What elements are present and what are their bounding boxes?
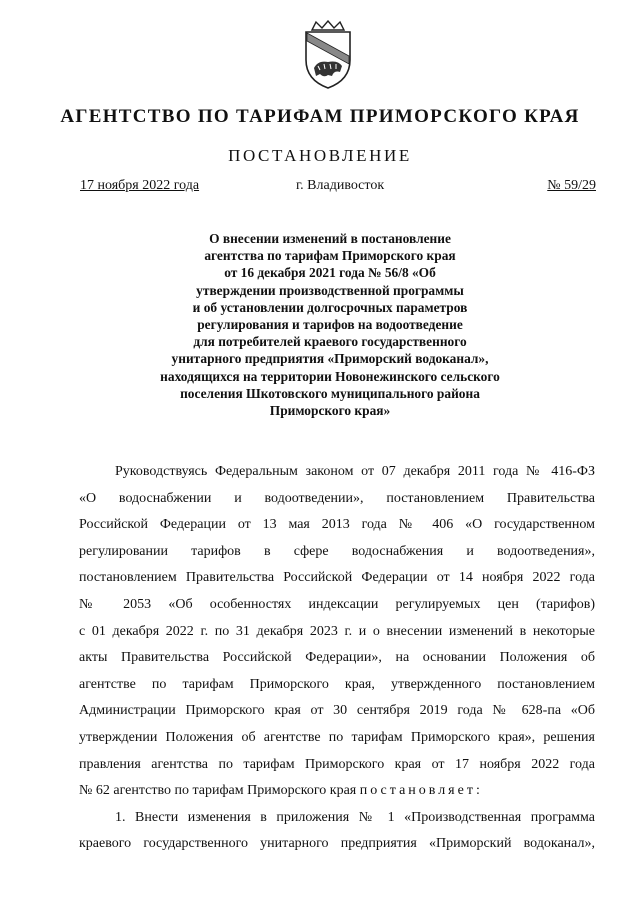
document-number: № 59/29 (547, 178, 596, 193)
resolution-word: постановляет: (359, 783, 483, 799)
body-line: регулировании тарифов в сфере водоснабжения и водоотведения», (79, 543, 595, 559)
body-line: 1. Внести изменения в приложения № 1 «Производственная программа (115, 809, 595, 825)
agency-name: АГЕНТСТВО ПО ТАРИФАМ ПРИМОРСКОГО КРАЯ (60, 106, 580, 127)
document-title (160, 230, 500, 419)
primorsky-krai-coat-of-arms-icon (298, 20, 358, 90)
title-line: для потребителей краевого государственного (193, 334, 467, 350)
document-date: 17 ноября 2022 года (80, 178, 200, 193)
body-line: с 01 декабря 2022 г. по 31 декабря 2023 г. и о внесении изменений в некоторые (79, 623, 595, 639)
body-line: акты Правительства Российской Федерации», на основании Положения об (79, 650, 595, 666)
title-line: унитарного предприятия «Приморский водоканал», (171, 351, 489, 367)
document-type: ПОСТАНОВЛЕНИЕ (228, 146, 412, 165)
title-line: поселения Шкотовского муниципального района (180, 385, 480, 401)
body-line: Руководствуясь Федеральным законом от 07 декабря 2011 года № 416-ФЗ (115, 464, 595, 479)
body-line-text: № 62 агентство по тарифам Приморского края (79, 783, 357, 799)
body-line: краевого государственного унитарного предприятия «Приморский водоканал», (79, 836, 595, 852)
title-line: регулирования и тарифов на водоотведение (197, 317, 463, 333)
body-line: № 2053 «Об особенностях индексации регулируемых цен (тарифов) (79, 596, 595, 612)
title-line: находящихся на территории Новонежинского сельского (160, 368, 500, 384)
body-line: агентстве по тарифам Приморского края, утвержденного постановлением (79, 676, 595, 692)
title-line: агентства по тарифам Приморского края (204, 248, 456, 264)
title-line: О внесении изменений в постановление (209, 231, 451, 246)
title-line: Приморского края» (269, 403, 391, 419)
document-body (79, 459, 595, 858)
title-line: от 16 декабря 2021 года № 56/8 «Об (224, 265, 436, 281)
title-line: и об установлении долгосрочных параметров (192, 299, 468, 315)
coat-of-arms (298, 20, 358, 90)
title-line: утверждении производственной программы (196, 282, 464, 298)
body-line: Администрации Приморского края от 30 сентября 2019 года № 628-па «Об (79, 703, 595, 719)
body-line: правления агентства по тарифам Приморского края от 17 ноября 2022 года (79, 756, 595, 772)
body-line: «О водоснабжении и водоотведении», постановлением Правительства (79, 490, 595, 506)
body-line: постановлением Правительства Российской Федерации от 14 ноября 2022 года (79, 570, 595, 586)
document-city: г. Владивосток (296, 178, 385, 193)
body-line: утверждении Положения об агентстве по тарифам Приморского края», решения (79, 729, 595, 745)
body-line (79, 778, 595, 805)
body-line: Российской Федерации от 13 мая 2013 года № 406 «О государственном (79, 517, 595, 533)
